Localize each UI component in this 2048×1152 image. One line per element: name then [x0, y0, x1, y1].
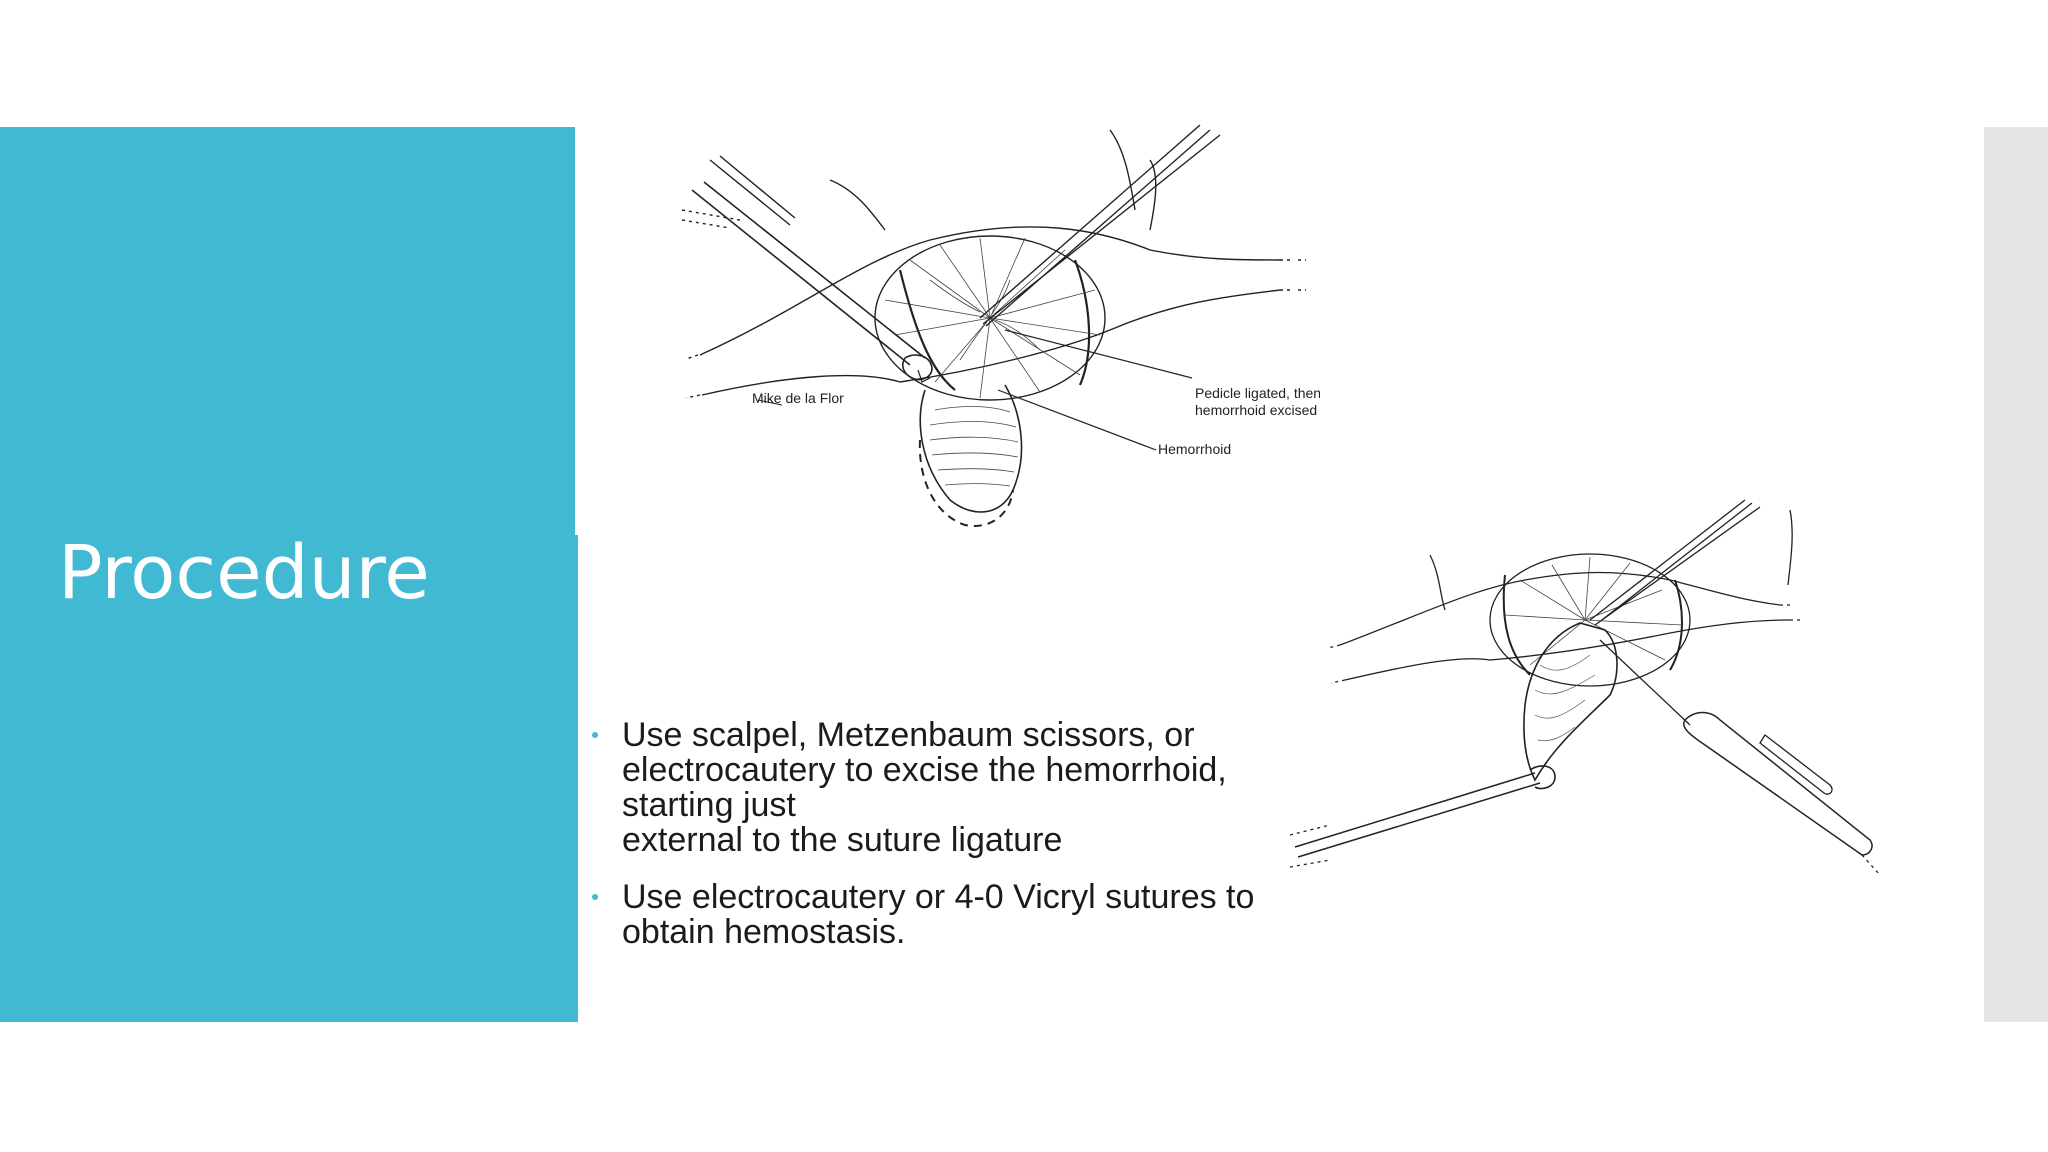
label-pedicle-line2: hemorrhoid excised: [1195, 402, 1318, 418]
label-pedicle-line1: Pedicle ligated, then: [1195, 385, 1320, 401]
title-panel-notch: [575, 127, 580, 535]
bullet-item: [590, 718, 1310, 858]
bullet-dot-icon: [592, 894, 598, 900]
slide-title: Procedure: [58, 530, 430, 616]
bullet-text: Use scalpel, Metzenbaum scissors, or electrocautery to excise the hemorrhoid, starting just external to the suture ligature: [622, 716, 1227, 859]
illustration-pedicle-ligation: [680, 120, 1320, 540]
bullet-dot-icon: [592, 732, 598, 738]
illustration-electrocautery: [1290, 495, 1900, 900]
illustration-electrocautery-svg: [1290, 495, 1900, 900]
right-decor-strip: [1984, 127, 2048, 1022]
illustration-pedicle-ligation-svg: [680, 120, 1320, 540]
label-hemorrhoid: Hemorrhoid: [1158, 441, 1232, 457]
bullet-text: Use electrocautery or 4-0 Vicryl sutures to obtain hemostasis.: [622, 878, 1255, 951]
figure-credit: Mike de la Flor: [752, 390, 844, 406]
bullet-list: [590, 718, 1310, 972]
bullet-item: [590, 880, 1310, 950]
